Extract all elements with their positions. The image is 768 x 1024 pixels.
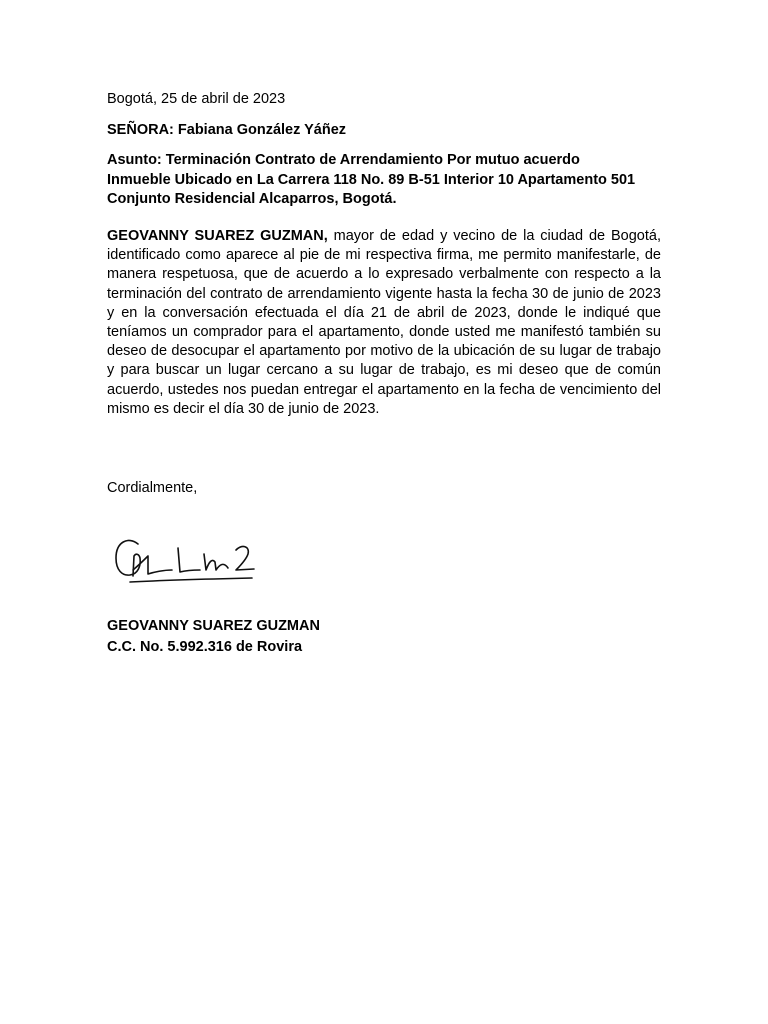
subject-line: Conjunto Residencial Alcaparros, Bogotá. [107,191,397,207]
body-paragraph: mayor de edad y vecino de la ciudad de Bogotá, identificado como aparece al pie de mi respectiva firma, me permito manifestarle, de manera respetuosa, que de acuerdo a lo expresado verbalmente con respecto a la terminación del contrato de arrendamiento vigente hasta la fecha 30 de junio de 2023 y en la conversación efectuada el día 21 de abril de 2023, donde le indiqué que teníamos un comprador para el apartamento, donde usted me manifestó también su deseo de desocupar el apartamento por motivo de la ubicación de su lugar de trabajo y para buscar un lugar cercano a su lugar de trabajo, es mi deseo que de común acuerdo, ustedes nos puedan entregar el apartamento en la fecha de vencimiento del mismo es decir el día 30 de junio de 2023. [107,228,661,417]
letter-closing: Cordialmente, [107,480,198,496]
letter-body [107,227,661,419]
signer-id: C.C. No. 5.992.316 de Rovira [107,639,303,655]
handwritten-signature [108,520,268,598]
letter-date: Bogotá, 25 de abril de 2023 [107,91,286,107]
subject-line: Inmueble Ubicado en La Carrera 118 No. 89 B-51 Interior 10 Apartamento 501 [107,171,636,188]
signer-name: GEOVANNY SUAREZ GUZMAN [107,618,320,634]
letter-recipient: SEÑORA: Fabiana González Yáñez [107,122,347,138]
body-lead-name: GEOVANNY SUAREZ GUZMAN, [107,228,328,244]
letter-subject [107,151,661,210]
subject-line: Asunto: Terminación Contrato de Arrendamiento Por mutuo acuerdo [107,152,580,168]
signature-drawing [108,520,268,598]
